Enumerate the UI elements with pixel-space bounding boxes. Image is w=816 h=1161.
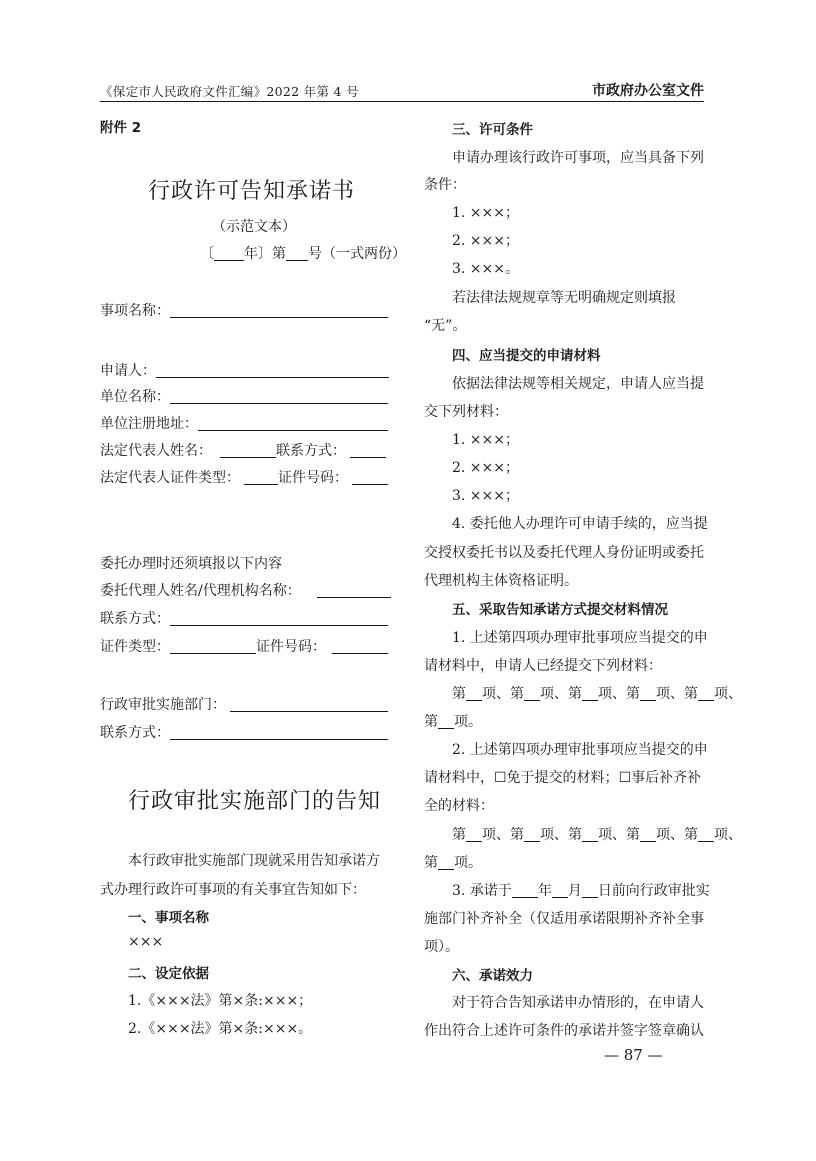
field-unit-name [100, 386, 388, 406]
doc-number [200, 243, 406, 263]
item-end: 项 [656, 686, 670, 702]
label-agent-id-no: 证件号码： [256, 639, 326, 655]
field-agent-contact [100, 608, 388, 628]
label-item-name: 事项名称： [100, 303, 170, 319]
item-sep: 、 [496, 686, 510, 702]
section-6-heading: 六、承诺效力 [452, 968, 533, 984]
label-legal-rep: 法定代表人姓名： [100, 443, 212, 459]
item-word: 第 [684, 686, 698, 702]
year-blank[interactable] [214, 246, 244, 261]
s4-para-2: 交下列材料： [424, 404, 508, 420]
item-end: 项 [482, 827, 496, 843]
s5-para-10 [452, 880, 710, 900]
s5-items-row-2 [424, 711, 482, 731]
item-word: 第 [510, 827, 524, 843]
item-word: 第 [424, 714, 438, 730]
s5-para-10c: 月 [567, 883, 582, 899]
s5-para-6a: 请材料中， [424, 770, 494, 786]
s3-para-3: 若法律法规规章等无明确规定则填报 [452, 290, 676, 306]
input-agent-contact[interactable] [170, 611, 388, 626]
s5-para-10b: 年 [537, 883, 552, 899]
field-dept-contact [100, 722, 388, 742]
section-3-heading: 三、许可条件 [452, 122, 533, 138]
s3-para-4: “无”。 [424, 318, 467, 334]
item-word: 第 [626, 827, 640, 843]
label-dept: 行政审批实施部门： [100, 697, 226, 713]
s5-para-6b: 免于提交的材料； [506, 770, 619, 786]
item-word: 第 [626, 686, 640, 702]
s3-item-1: 1. ×××； [452, 205, 519, 221]
form-title: 行政许可告知承诺书 [148, 179, 356, 204]
s4-item-1: 1. ×××； [452, 432, 519, 448]
label-unit-name: 单位名称： [100, 389, 170, 405]
promise-year-blank[interactable] [512, 883, 538, 898]
notice-para-1: 本行政审批实施部门现就采用告知承诺方 [128, 853, 380, 869]
item-end: 项 [482, 686, 496, 702]
field-applicant [100, 360, 389, 380]
s5-para-2: 请材料中，申请人已经提交下列材料： [424, 658, 662, 674]
label-agent-contact: 联系方式： [100, 611, 170, 627]
item-sep: 、 [612, 827, 626, 843]
item-blank[interactable] [640, 686, 656, 701]
s5-items-row-1 [452, 683, 742, 703]
item-end: 项 [714, 827, 728, 843]
input-unit-name[interactable] [170, 389, 388, 404]
number-blank[interactable] [286, 246, 308, 261]
promise-day-blank[interactable] [582, 883, 598, 898]
item-sep: 、 [670, 686, 684, 702]
item-word: 第 [568, 827, 582, 843]
label-dept-contact: 联系方式： [100, 725, 170, 741]
input-agent-id-type[interactable] [170, 639, 256, 654]
item-sep: 、 [728, 686, 742, 702]
label-legal-id-no: 证件号码： [278, 470, 348, 486]
item-end-last: 项。 [454, 714, 482, 730]
section-2-item-2: 2.《×××法》第×条:×××。 [128, 1021, 313, 1037]
s3-item-3: 3. ×××。 [452, 261, 519, 277]
s5-para-6c: 事后补齐补 [631, 770, 702, 786]
s6-para-2: 作出符合上述许可条件的承诺并签字签章确认 [424, 1023, 704, 1039]
input-dept[interactable] [230, 697, 388, 712]
attachment-label: 附件 2 [100, 120, 142, 136]
entrust-note: 委托办理时还须填报以下内容 [100, 556, 282, 572]
s4-para-5: 代理机构主体资格证明。 [424, 573, 578, 589]
s5-items-row-3 [452, 824, 742, 844]
s5-para-5: 2. 上述第四项办理审批事项应当提交的申 [452, 742, 708, 758]
field-item-name [100, 300, 388, 320]
s4-para-3: 4. 委托他人办理许可申请手续的，应当提 [452, 516, 708, 532]
page-number: — 87 — [604, 1046, 663, 1064]
field-unit-addr [100, 413, 388, 433]
s5-para-11: 施部门补齐补全（仅适用承诺限期补齐补全事 [424, 911, 704, 927]
field-dept [100, 694, 388, 714]
s5-para-10a: 3. 承诺于 [452, 883, 512, 899]
label-legal-contact: 联系方式： [276, 443, 346, 459]
s5-para-1: 1. 上述第四项办理审批事项应当提交的申 [452, 630, 708, 646]
notice-para-2: 式办理行政许可事项的有关事宜告知如下： [100, 882, 366, 898]
input-agent-name[interactable] [317, 583, 391, 598]
item-sep: 、 [554, 827, 568, 843]
label-agent-id-type: 证件类型： [100, 639, 170, 655]
section-2-heading: 二、设定依据 [128, 966, 209, 982]
item-blank[interactable] [524, 827, 540, 842]
form-subtitle: （示范文本） [212, 219, 296, 235]
input-legal-id-no[interactable] [352, 470, 388, 485]
item-word: 第 [510, 686, 524, 702]
s3-para-1: 申请办理该行政许可事项，应当具备下列 [452, 150, 704, 166]
field-legal-id [100, 467, 388, 487]
label-applicant: 申请人： [100, 363, 156, 379]
item-end: 项 [656, 827, 670, 843]
input-unit-addr[interactable] [198, 416, 388, 431]
s5-items-row-4 [424, 852, 482, 872]
field-agent-id [100, 636, 388, 656]
field-agent-name [100, 580, 391, 600]
input-legal-id-type[interactable] [244, 470, 278, 485]
s3-para-2: 条件： [424, 177, 466, 193]
doc-number-bracket: 〔 [200, 246, 214, 262]
item-sep: 、 [612, 686, 626, 702]
s5-para-7: 全的材料： [424, 798, 494, 814]
item-blank[interactable] [438, 855, 454, 870]
input-applicant[interactable] [156, 363, 389, 378]
doc-number-copies: 号（一式两份） [308, 246, 406, 262]
label-legal-id-type: 法定代表人证件类型： [100, 470, 240, 486]
header-rule [100, 101, 704, 102]
section-2-item-1: 1.《×××法》第×条:×××； [128, 993, 313, 1009]
item-blank[interactable] [582, 686, 598, 701]
item-word: 第 [452, 686, 466, 702]
input-item-name[interactable] [170, 303, 388, 318]
item-end: 项 [540, 686, 554, 702]
s4-item-3: 3. ×××； [452, 488, 519, 504]
item-sep: 、 [496, 827, 510, 843]
s5-para-10d: 日前向行政审批实 [597, 883, 710, 899]
s3-item-2: 2. ×××； [452, 233, 519, 249]
item-blank[interactable] [466, 686, 482, 701]
s4-para-1: 依据法律法规等相关规定，申请人应当提 [452, 376, 704, 392]
field-legal-rep [100, 440, 386, 460]
section-4-heading: 四、应当提交的申请材料 [452, 348, 601, 364]
item-blank[interactable] [582, 827, 598, 842]
item-sep: 、 [554, 686, 568, 702]
item-sep: 、 [670, 827, 684, 843]
item-end: 项 [714, 686, 728, 702]
item-blank[interactable] [698, 827, 714, 842]
notice-title: 行政审批实施部门的告知 [128, 789, 382, 814]
item-blank[interactable] [438, 714, 454, 729]
header-left: 《保定市人民政府文件汇编》2022 年第 4 号 [100, 84, 359, 99]
item-end: 项 [598, 827, 612, 843]
input-agent-id-no[interactable] [332, 639, 388, 654]
label-agent-name: 委托代理人姓名/代理机构名称： [100, 583, 301, 599]
input-legal-rep[interactable] [220, 443, 276, 458]
item-word: 第 [684, 827, 698, 843]
item-word: 第 [568, 686, 582, 702]
input-dept-contact[interactable] [170, 725, 388, 740]
item-end: 项 [540, 827, 554, 843]
header-right: 市政府办公室文件 [592, 83, 704, 99]
item-blank[interactable] [640, 827, 656, 842]
item-word: 第 [452, 827, 466, 843]
checkbox-later[interactable]: ☐ [618, 770, 632, 786]
item-blank[interactable] [466, 827, 482, 842]
s4-item-2: 2. ×××； [452, 460, 519, 476]
label-unit-addr: 单位注册地址： [100, 416, 198, 432]
section-1-value: ××× [128, 934, 164, 950]
item-end-last: 项。 [454, 855, 482, 871]
input-legal-contact[interactable] [350, 443, 386, 458]
checkbox-exempt[interactable]: ☐ [494, 770, 507, 786]
item-word: 第 [424, 855, 438, 871]
item-blank[interactable] [698, 686, 714, 701]
item-sep: 、 [728, 827, 742, 843]
item-end: 项 [598, 686, 612, 702]
s4-para-4: 交授权委托书以及委托代理人身份证明或委托 [424, 545, 704, 561]
section-1-heading: 一、事项名称 [128, 910, 209, 926]
s5-para-6 [424, 767, 701, 787]
s5-para-12: 项）。 [424, 939, 459, 955]
s6-para-1: 对于符合告知承诺申办情形的，在申请人 [452, 995, 704, 1011]
section-5-heading: 五、采取告知承诺方式提交材料情况 [452, 602, 668, 618]
item-blank[interactable] [524, 686, 540, 701]
promise-month-blank[interactable] [552, 883, 568, 898]
doc-number-year: 年〕第 [244, 246, 286, 262]
